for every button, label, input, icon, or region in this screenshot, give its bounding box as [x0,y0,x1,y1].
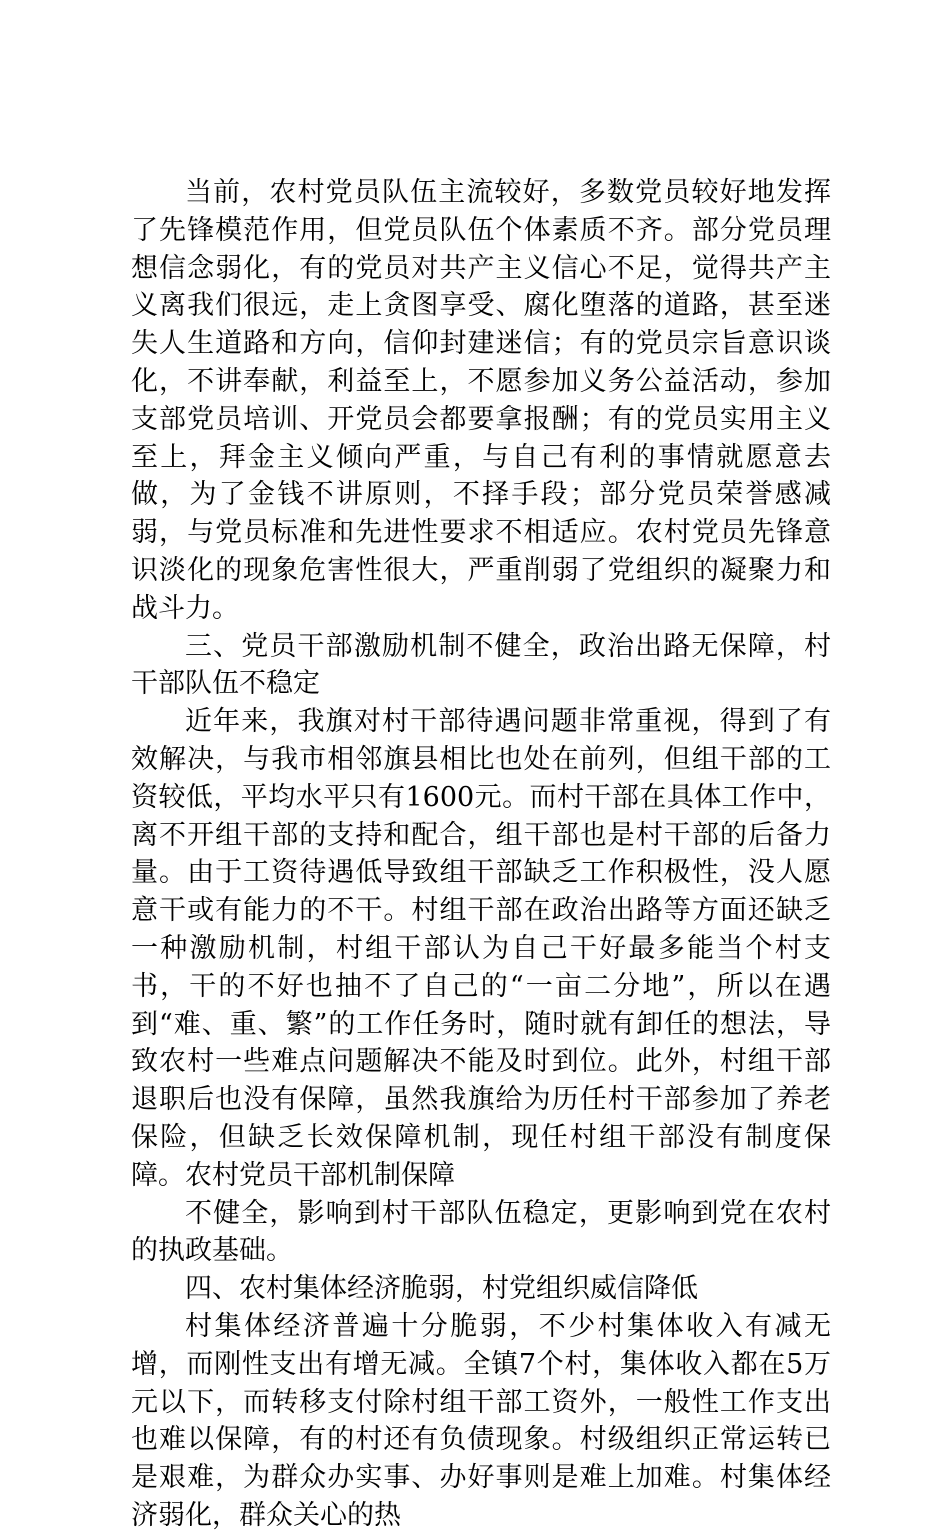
paragraph-party-members-quality: 当前，农村党员队伍主流较好，多数党员较好地发挥了先锋模范作用，但党员队伍个体素质不齐。部分党员理想信念弱化，有的党员对共产主义信心不足，觉得共产主义离我们很远，走上贪图享受、腐化堕落的道路，甚至迷失人生道路和方向，信仰封建迷信；有的党员宗旨意识谈化，不讲奉献，利益至上，不愿参加义务公益活动，参加支部党员培训、开党员会都要拿报酬；有的党员实用主义至上，拜金主义倾向严重，与自己有利的事情就愿意去做，为了金钱不讲原则，不择手段；部分党员荣誉感减弱，与党员标准和先进性要求不相适应。农村党员先锋意识淡化的现象危害性很大，严重削弱了党组织的凝聚力和战斗力。 [131,177,831,624]
document-body [131,174,831,1535]
paragraph-collective-economy: 村集体经济普遍十分脆弱，不少村集体收入有减无增，而刚性支出有增无减。全镇7个村，集体收入都在5万元以下，而转移支付除村组干部工资外，一般性工作支出也难以保障，有的村还有负债现象。村级组织正常运转已是艰难，为群众办实事、办好事则是难上加难。村集体经济弱化，群众关心的热 [131,1310,831,1531]
paragraph-cadre-incentives: 近年来，我旗对村干部待遇问题非常重视，得到了有效解决，与我市相邻旗县相比也处在前列，但组干部的工资较低，平均水平只有1600元。而村干部在具体工作中，离不开组干部的支持和配合，组干部也是村干部的后备力量。由于工资待遇低导致组干部缺乏工作积极性，没人愿意干或有能力的不干。村组干部在政治出路等方面还缺乏一种激励机制，村组干部认为自己干好最多能当个村支书，干的不好也抽不了自己的“一亩二分地”，所以在遇到“难、重、繁”的工作任务时，随时就有卸任的想法，导致农村一些难点问题解决不能及时到位。此外，村组干部退职后也没有保障，虽然我旗给为历任村干部参加了养老保险，但缺乏长效保障机制，现任村组干部没有制度保障。农村党员干部机制保障 [131,706,831,1191]
paragraph-cadre-stability: 不健全，影响到村干部队伍稳定，更影响到党在农村的执政基础。 [131,1197,831,1267]
section-heading-four: 四、农村集体经济脆弱，村党组织威信降低 [185,1273,698,1305]
section-heading-three: 三、党员干部激励机制不健全，政治出路无保障，村干部队伍不稳定 [131,630,831,700]
